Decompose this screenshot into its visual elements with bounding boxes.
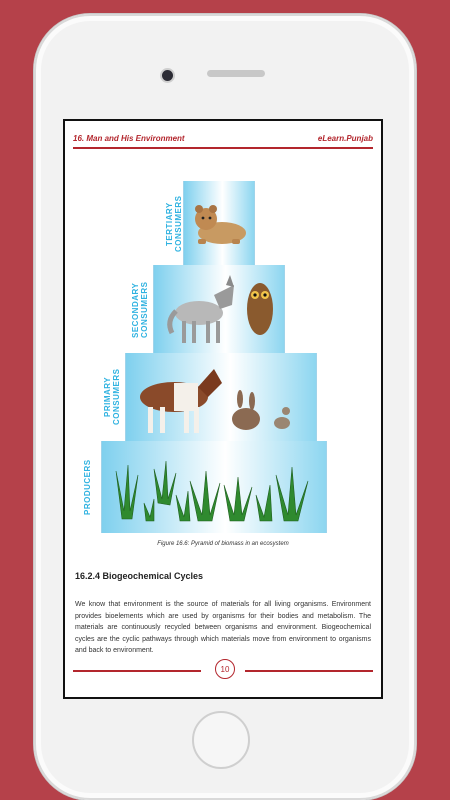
header-divider	[73, 147, 373, 149]
biomass-pyramid-figure	[83, 181, 325, 541]
brand-label: eLearn.Punjab	[317, 133, 373, 143]
speaker-grille	[207, 70, 265, 77]
home-button[interactable]	[192, 711, 250, 769]
tier-tertiary	[183, 181, 255, 265]
lion-cub-icon	[184, 181, 254, 265]
book-page-screen[interactable]	[63, 119, 383, 699]
page-footer	[73, 659, 373, 683]
footer-rule-right	[245, 670, 373, 672]
figure-caption: Figure 16.6: Pyramid of biomass in an ecosystem	[157, 541, 289, 547]
page-header	[73, 131, 373, 145]
wolf-and-owl-icon	[154, 265, 284, 353]
camera-icon	[160, 68, 175, 83]
page-number: 10	[215, 659, 235, 679]
tier-primary	[125, 353, 317, 441]
phone-frame	[34, 14, 416, 800]
label-tertiary: TERTIARY CONSUMERS	[165, 195, 183, 253]
footer-rule-left	[73, 670, 201, 672]
chapter-title: 16. Man and His Environment	[73, 133, 185, 143]
grass-plants-icon	[102, 441, 326, 533]
goat-rabbit-mouse-icon	[126, 353, 316, 441]
section-body-text: We know that environment is the source of materials for all living organisms. Environment provides bioelements which are used by organisms for their bodies and metabolism. The materials are continuously recycled between organisms and environment. Biogeochemical cycles are the cyclic pathways through which materials move from environment to organisms and back to environment.	[75, 601, 371, 654]
tier-secondary	[153, 265, 285, 353]
tier-producers	[101, 441, 327, 533]
label-producers: PRODUCERS	[83, 459, 92, 515]
label-secondary: SECONDARY CONSUMERS	[131, 281, 149, 339]
section-heading: 16.2.4 Biogeochemical Cycles	[75, 571, 204, 581]
label-primary: PRIMARY CONSUMERS	[103, 368, 121, 426]
